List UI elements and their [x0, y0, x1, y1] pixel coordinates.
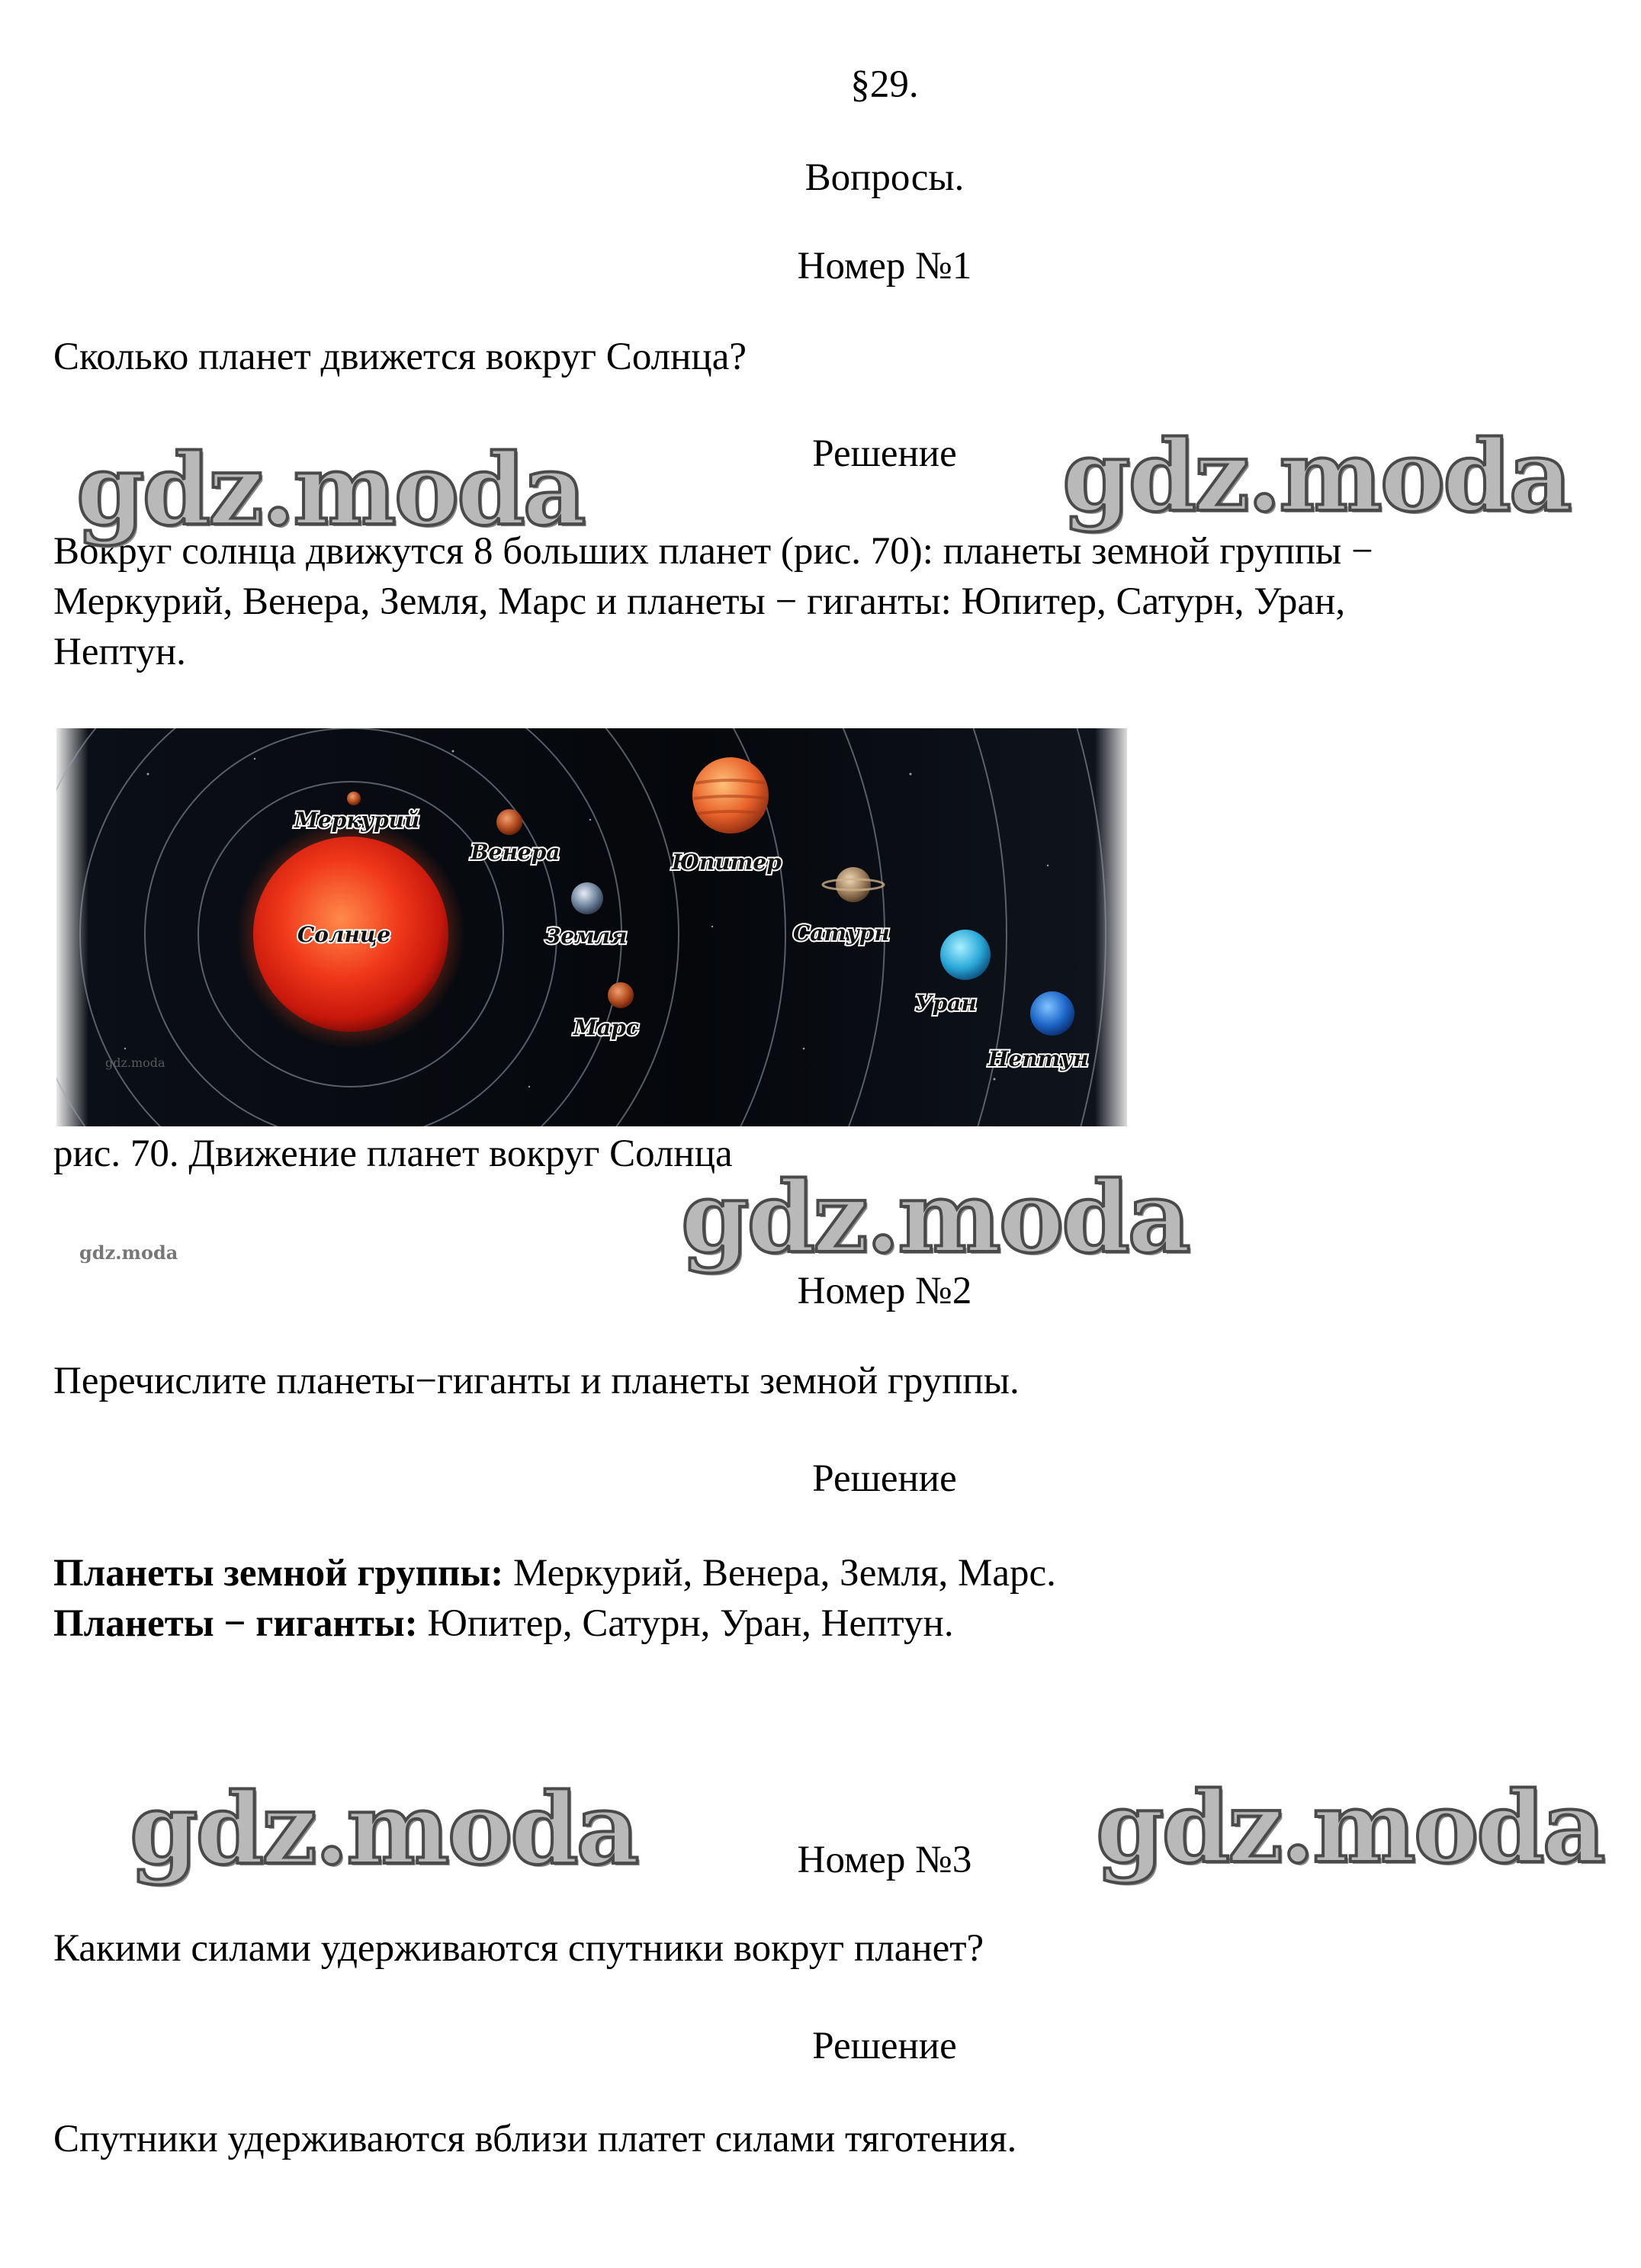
figure-watermark: gdz.moda — [105, 1055, 165, 1070]
label-earth: Земля — [545, 924, 628, 949]
q1-solution-label: Решение — [812, 432, 957, 475]
section-heading: Вопросы. — [804, 156, 965, 199]
q2-question: Перечислите планеты−гиганты и планеты земной группы. — [53, 1360, 1020, 1402]
q2-answer-giants — [53, 1598, 954, 1649]
q3-solution-label: Решение — [812, 2025, 957, 2067]
q1-answer-line: Вокруг солнца движутся 8 больших планет (рис. 70): планеты земной группы − — [53, 530, 1373, 573]
q3-number: Номер №3 — [797, 1839, 972, 1881]
q3-question: Какими силами удерживаются спутники вокруг планет? — [53, 1927, 984, 1970]
q2-answer-giants-list: Юпитер, Сатурн, Уран, Нептун. — [417, 1602, 954, 1645]
earth — [571, 882, 603, 914]
q1-answer-line: Меркурий, Венера, Земля, Марс и планеты − гиганты: Юпитер, Сатурн, Уран, — [53, 580, 1346, 623]
section-number: §29. — [850, 63, 919, 106]
q1-number: Номер №1 — [797, 245, 972, 288]
watermark: gdz.moda — [681, 1161, 1189, 1275]
label-sun: Солнце — [297, 922, 391, 947]
watermark: gdz.moda — [76, 433, 584, 548]
watermark-small: gdz.moda — [79, 1242, 178, 1264]
saturn — [836, 867, 871, 902]
q1-question: Сколько планет движется вокруг Солнца? — [53, 336, 747, 378]
label-venus: Венера — [470, 840, 560, 865]
solar-system-figure — [56, 728, 1127, 1126]
figure-caption: рис. 70. Движение планет вокруг Солнца — [53, 1132, 733, 1175]
watermark: gdz.moda — [1062, 419, 1570, 534]
mercury — [347, 792, 361, 805]
label-mars: Марс — [573, 1015, 639, 1040]
uranus — [940, 930, 991, 980]
mars — [608, 982, 634, 1008]
q2-answer-terrestrial-list: Меркурий, Венера, Земля, Марс. — [503, 1552, 1056, 1595]
q2-answer-terrestrial-label: Планеты земной группы: — [53, 1552, 504, 1595]
label-mercury: Меркурий — [294, 808, 420, 833]
q2-number: Номер №2 — [797, 1270, 972, 1312]
label-jupiter: Юпитер — [672, 850, 782, 875]
q2-answer-giants-label: Планеты − гиганты: — [53, 1602, 418, 1645]
q2-answer-terrestrial — [53, 1548, 1056, 1598]
label-uranus: Уран — [915, 991, 977, 1016]
q2-solution-label: Решение — [812, 1457, 957, 1500]
label-saturn: Сатурн — [793, 920, 890, 946]
venus — [496, 809, 522, 835]
q1-answer-line: Нептун. — [53, 631, 186, 673]
label-neptune: Нептун — [988, 1046, 1089, 1071]
q3-answer: Спутники удерживаются вблизи платет силами тяготения. — [53, 2118, 1017, 2160]
watermark: gdz.moda — [1096, 1771, 1604, 1885]
neptune — [1030, 991, 1074, 1036]
watermark: gdz.moda — [130, 1772, 637, 1887]
solar-system-illustration — [56, 728, 1127, 1126]
